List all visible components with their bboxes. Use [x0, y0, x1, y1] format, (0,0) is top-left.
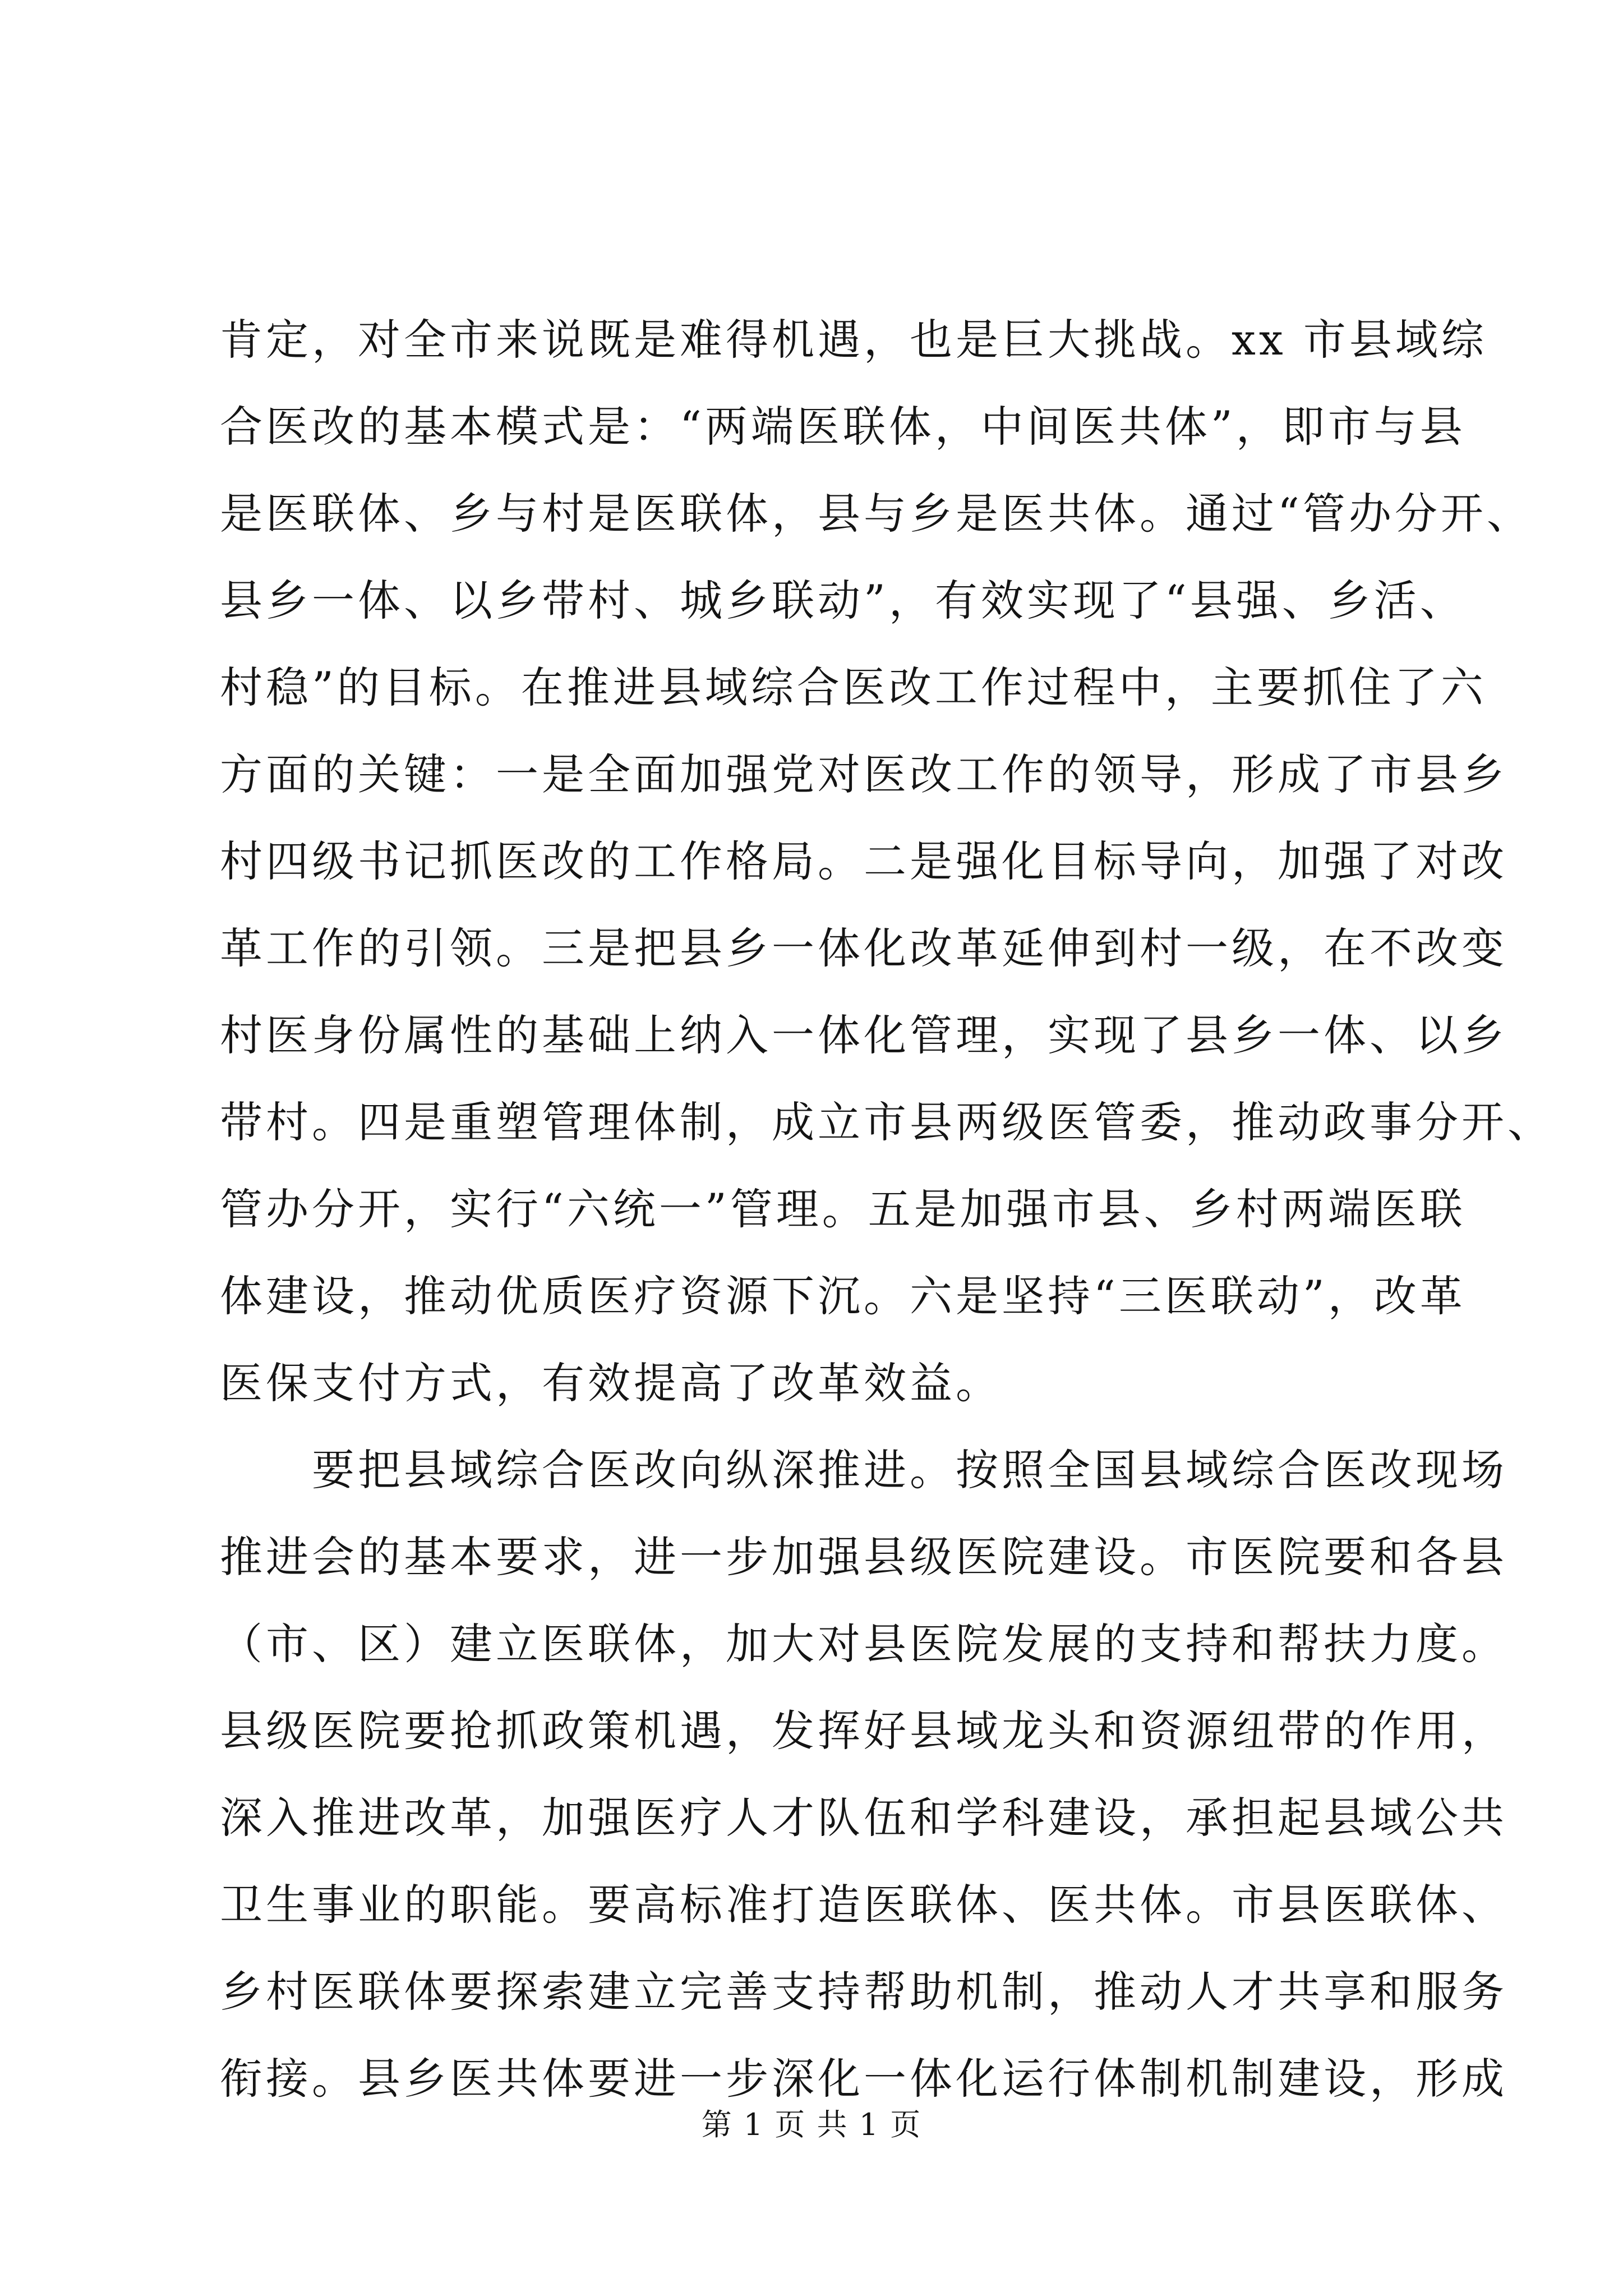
text-line: 医保支付方式，有效提高了改革效益。 [220, 1358, 1002, 1408]
text-line: 县乡一体、以乡带村、城乡联动”，有效实现了“县强、乡活、 [220, 576, 1466, 625]
text-line: 乡村医联体要探索建立完善支持帮助机制，推动人才共享和服务 [220, 1967, 1507, 2017]
text-line: 肯定，对全市来说既是难得机遇，也是巨大挑战。xx 市县域综 [220, 315, 1487, 365]
text-line: 村四级书记抓医改的工作格局。二是强化目标导向，加强了对改 [220, 836, 1507, 886]
text-line: 推进会的基本要求，进一步加强县级医院建设。市医院要和各县 [220, 1532, 1507, 1582]
text-line: 体建设，推动优质医疗资源下沉。六是坚持“三医联动”，改革 [220, 1271, 1466, 1321]
text-line: 方面的关键：一是全面加强党对医改工作的领导，形成了市县乡 [220, 749, 1507, 799]
text-line: 革工作的引领。三是把县乡一体化改革延伸到村一级，在不改变 [220, 923, 1507, 973]
paragraph-start-line: 要把县域综合医改向纵深推进。按照全国县域综合医改现场 [312, 1445, 1507, 1495]
text-line: （市、区）建立医联体，加大对县医院发展的支持和帮扶力度。 [220, 1619, 1507, 1669]
text-line: 衔接。县乡医共体要进一步深化一体化运行体制机制建设，形成 [220, 2054, 1507, 2104]
document-body [220, 296, 1553, 2122]
page-number-footer: 第 1 页 共 1 页 [701, 2107, 922, 2142]
text-line: 是医联体、乡与村是医联体，县与乡是医共体。通过“管办分开、 [220, 489, 1533, 539]
text-line: 村稳”的目标。在推进县域综合医改工作过程中，主要抓住了六 [220, 662, 1487, 712]
text-line: 管办分开，实行“六统一”管理。五是加强市县、乡村两端医联 [220, 1184, 1466, 1234]
text-line: 村医身份属性的基础上纳入一体化管理，实现了县乡一体、以乡 [220, 1010, 1507, 1060]
text-line: 带村。四是重塑管理体制，成立市县两级医管委，推动政事分开、 [220, 1097, 1553, 1147]
text-line: 深入推进改革，加强医疗人才队伍和学科建设，承担起县域公共 [220, 1793, 1507, 1843]
text-line: 卫生事业的职能。要高标准打造医联体、医共体。市县医联体、 [220, 1880, 1507, 1930]
text-line: 县级医院要抢抓政策机遇，发挥好县域龙头和资源纽带的作用， [220, 1706, 1507, 1756]
text-line: 合医改的基本模式是：“两端医联体，中间医共体”，即市与县 [220, 402, 1466, 452]
